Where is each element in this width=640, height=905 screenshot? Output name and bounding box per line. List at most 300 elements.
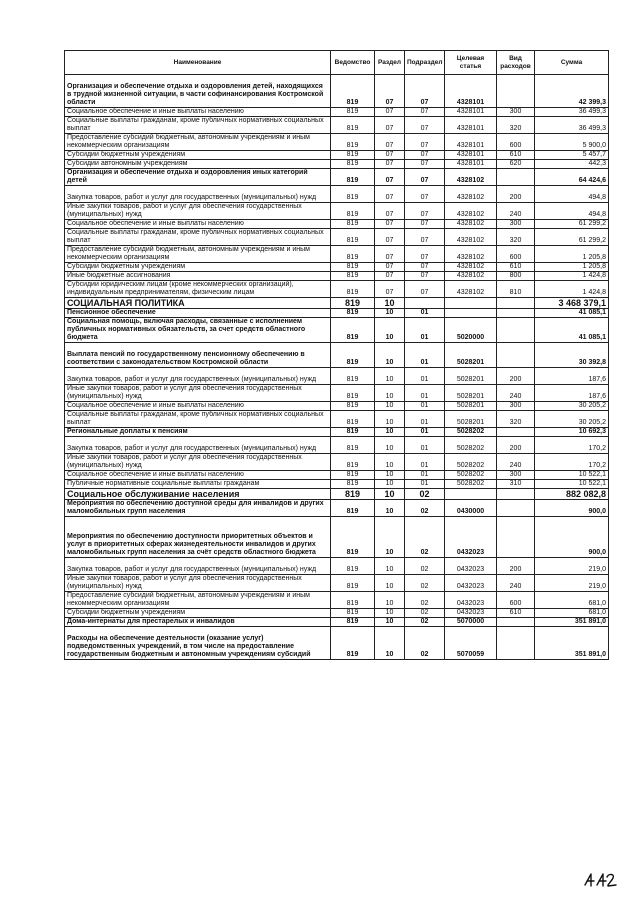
row-expense-type: 200 <box>497 368 535 385</box>
row-section: 10 <box>375 480 405 489</box>
row-expense-type: 600 <box>497 246 535 263</box>
row-amount: 36 499,3 <box>535 117 609 134</box>
row-target-item <box>445 309 497 318</box>
row-expense-type: 240 <box>497 575 535 592</box>
row-section: 07 <box>375 160 405 169</box>
row-target-item: 4328102 <box>445 263 497 272</box>
row-target-item: 5028202 <box>445 437 497 454</box>
row-amount: 187,6 <box>535 385 609 402</box>
row-amount: 10 522,1 <box>535 480 609 489</box>
row-target-item: 4328102 <box>445 229 497 246</box>
table-row <box>65 411 609 428</box>
row-target-item: 5020000 <box>445 318 497 343</box>
row-name: Иные бюджетные ассигнования <box>65 272 331 281</box>
row-section: 10 <box>375 437 405 454</box>
row-expense-type: 320 <box>497 229 535 246</box>
row-name: Публичные нормативные социальные выплаты гражданам <box>65 480 331 489</box>
row-expense-type: 600 <box>497 134 535 151</box>
row-section: 10 <box>375 454 405 471</box>
row-amount: 3 468 379,1 <box>535 298 609 309</box>
row-name: Иные закупки товаров, работ и услуг для обеспечения государственных (муниципальных) нужд <box>65 203 331 220</box>
row-section: 07 <box>375 169 405 186</box>
row-name: Субсидии бюджетным учреждениям <box>65 609 331 618</box>
row-subsection: 02 <box>405 558 445 575</box>
row-name: Организация и обеспечение отдыха и оздоровления иных категорий детей <box>65 169 331 186</box>
row-name: Социальное обеспечение и иные выплаты населению <box>65 220 331 229</box>
row-amount: 42 399,3 <box>535 75 609 108</box>
row-subsection: 01 <box>405 428 445 437</box>
column-header-subsection: Подраздел <box>405 51 445 75</box>
row-target-item: 4328102 <box>445 169 497 186</box>
row-department: 819 <box>331 454 375 471</box>
row-target-item: 4328101 <box>445 151 497 160</box>
row-section: 10 <box>375 368 405 385</box>
table-row <box>65 575 609 592</box>
row-subsection: 01 <box>405 343 445 368</box>
table-row <box>65 169 609 186</box>
row-subsection: 07 <box>405 169 445 186</box>
row-target-item: 4328101 <box>445 160 497 169</box>
row-section: 10 <box>375 627 405 660</box>
table-row <box>65 618 609 627</box>
row-expense-type <box>497 489 535 500</box>
row-target-item: 0432023 <box>445 575 497 592</box>
row-name: Иные закупки товаров, работ и услуг для обеспечения государственных (муниципальных) нужд <box>65 385 331 402</box>
row-expense-type: 320 <box>497 411 535 428</box>
row-name: Субсидии юридическим лицам (кроме некоммерческих организаций), индивидуальным предпринимателям, физическим лицам <box>65 281 331 298</box>
row-target-item: 5070059 <box>445 627 497 660</box>
row-target-item: 0432023 <box>445 517 497 558</box>
row-expense-type: 600 <box>497 592 535 609</box>
row-target-item: 5028201 <box>445 411 497 428</box>
row-target-item: 4328102 <box>445 281 497 298</box>
table-row <box>65 454 609 471</box>
row-section: 10 <box>375 558 405 575</box>
row-department: 819 <box>331 489 375 500</box>
row-name: Иные закупки товаров, работ и услуг для обеспечения государственных (муниципальных) нужд <box>65 454 331 471</box>
row-subsection: 07 <box>405 272 445 281</box>
row-amount: 681,0 <box>535 592 609 609</box>
row-expense-type: 240 <box>497 203 535 220</box>
row-department: 819 <box>331 343 375 368</box>
row-expense-type: 800 <box>497 272 535 281</box>
row-subsection: 07 <box>405 263 445 272</box>
row-name: Дома-интернаты для престарелых и инвалидов <box>65 618 331 627</box>
row-section: 10 <box>375 592 405 609</box>
row-department: 819 <box>331 592 375 609</box>
row-section: 07 <box>375 246 405 263</box>
row-department: 819 <box>331 309 375 318</box>
row-expense-type: 200 <box>497 186 535 203</box>
row-department: 819 <box>331 558 375 575</box>
row-subsection <box>405 298 445 309</box>
table-row <box>65 592 609 609</box>
table-row <box>65 500 609 517</box>
row-department: 819 <box>331 627 375 660</box>
table-row <box>65 517 609 558</box>
row-expense-type: 300 <box>497 108 535 117</box>
row-expense-type: 300 <box>497 402 535 411</box>
row-subsection: 01 <box>405 402 445 411</box>
row-amount: 36 499,3 <box>535 108 609 117</box>
row-amount: 681,0 <box>535 609 609 618</box>
row-amount: 1 205,8 <box>535 246 609 263</box>
row-department: 819 <box>331 618 375 627</box>
budget-table <box>64 50 609 660</box>
row-amount: 41 085,1 <box>535 309 609 318</box>
row-target-item: 5028202 <box>445 480 497 489</box>
row-expense-type: 300 <box>497 471 535 480</box>
table-row <box>65 134 609 151</box>
row-amount: 5 900,0 <box>535 134 609 151</box>
row-amount: 219,0 <box>535 558 609 575</box>
row-amount: 351 891,0 <box>535 627 609 660</box>
row-amount: 30 392,8 <box>535 343 609 368</box>
row-section: 10 <box>375 343 405 368</box>
row-subsection: 07 <box>405 203 445 220</box>
row-target-item: 5028201 <box>445 385 497 402</box>
row-target-item: 4328102 <box>445 220 497 229</box>
row-amount: 64 424,6 <box>535 169 609 186</box>
table-row <box>65 151 609 160</box>
row-expense-type <box>497 75 535 108</box>
row-expense-type: 620 <box>497 160 535 169</box>
row-name: Организация и обеспечение отдыха и оздоровления детей, находящихся в трудной жизненной ситуации, в части софинансирования Костромской области <box>65 75 331 108</box>
row-department: 819 <box>331 263 375 272</box>
row-amount: 10 522,1 <box>535 471 609 480</box>
row-subsection: 07 <box>405 160 445 169</box>
column-header-amount: Сумма <box>535 51 609 75</box>
row-name: Субсидии автономным учреждениям <box>65 160 331 169</box>
table-row <box>65 489 609 500</box>
table-row <box>65 343 609 368</box>
row-expense-type <box>497 627 535 660</box>
row-section: 10 <box>375 471 405 480</box>
row-amount: 10 692,3 <box>535 428 609 437</box>
row-section: 07 <box>375 108 405 117</box>
row-expense-type: 320 <box>497 117 535 134</box>
row-department: 819 <box>331 220 375 229</box>
row-name: СОЦИАЛЬНАЯ ПОЛИТИКА <box>65 298 331 309</box>
row-name: Региональные доплаты к пенсиям <box>65 428 331 437</box>
row-section: 10 <box>375 517 405 558</box>
row-name: Субсидии бюджетным учреждениям <box>65 263 331 272</box>
row-section: 07 <box>375 134 405 151</box>
table-row <box>65 281 609 298</box>
row-department: 819 <box>331 272 375 281</box>
table-row <box>65 272 609 281</box>
row-department: 819 <box>331 246 375 263</box>
row-amount: 1 424,8 <box>535 272 609 281</box>
row-amount: 170,2 <box>535 454 609 471</box>
row-section: 10 <box>375 428 405 437</box>
row-department: 819 <box>331 428 375 437</box>
row-target-item: 4328102 <box>445 186 497 203</box>
row-subsection: 02 <box>405 517 445 558</box>
row-department: 819 <box>331 368 375 385</box>
row-subsection: 01 <box>405 309 445 318</box>
row-name: Предоставление субсидий бюджетным, автономным учреждениям и иным некоммерческим организациям <box>65 592 331 609</box>
row-department: 819 <box>331 203 375 220</box>
row-department: 819 <box>331 517 375 558</box>
column-header-name: Наименование <box>65 51 331 75</box>
row-department: 819 <box>331 117 375 134</box>
row-name: Предоставление субсидий бюджетным, автономным учреждениям и иным некоммерческим организациям <box>65 134 331 151</box>
row-department: 819 <box>331 160 375 169</box>
row-amount: 1 424,8 <box>535 281 609 298</box>
row-amount: 442,3 <box>535 160 609 169</box>
row-target-item: 5028201 <box>445 368 497 385</box>
row-subsection: 01 <box>405 454 445 471</box>
row-department: 819 <box>331 298 375 309</box>
row-department: 819 <box>331 75 375 108</box>
row-amount: 30 205,2 <box>535 411 609 428</box>
row-target-item <box>445 298 497 309</box>
row-subsection: 07 <box>405 229 445 246</box>
row-amount: 219,0 <box>535 575 609 592</box>
table-row <box>65 117 609 134</box>
row-section: 10 <box>375 309 405 318</box>
table-row <box>65 627 609 660</box>
row-subsection: 02 <box>405 609 445 618</box>
row-section: 10 <box>375 411 405 428</box>
row-section: 10 <box>375 618 405 627</box>
row-expense-type <box>497 318 535 343</box>
table-row <box>65 298 609 309</box>
row-expense-type: 310 <box>497 480 535 489</box>
row-target-item: 4328101 <box>445 108 497 117</box>
handwritten-page-number <box>582 869 618 889</box>
row-name: Субсидии бюджетным учреждениям <box>65 151 331 160</box>
row-department: 819 <box>331 134 375 151</box>
row-expense-type <box>497 517 535 558</box>
row-name: Социальные выплаты гражданам, кроме публичных нормативных социальных выплат <box>65 229 331 246</box>
row-amount: 170,2 <box>535 437 609 454</box>
row-department: 819 <box>331 411 375 428</box>
table-row <box>65 385 609 402</box>
table-row <box>65 402 609 411</box>
row-expense-type: 240 <box>497 454 535 471</box>
row-name: Социальная помощь, включая расходы, связанные с исполнением публичных нормативных обязательств, за счет средств областного бюджета <box>65 318 331 343</box>
row-expense-type: 200 <box>497 558 535 575</box>
row-name: Расходы на обеспечение деятельности (оказание услуг) подведомственных учреждений, в том числе на предоставление государственным бюджетным и автономным учреждениям субсидий <box>65 627 331 660</box>
column-header-expense-type: Вид расходов <box>497 51 535 75</box>
row-expense-type <box>497 169 535 186</box>
column-header-target-item: Целевая статья <box>445 51 497 75</box>
row-target-item: 5028201 <box>445 343 497 368</box>
row-amount: 61 299,2 <box>535 220 609 229</box>
row-expense-type <box>497 343 535 368</box>
row-subsection: 07 <box>405 186 445 203</box>
row-section: 10 <box>375 385 405 402</box>
row-target-item: 4328102 <box>445 246 497 263</box>
row-section: 10 <box>375 575 405 592</box>
row-expense-type: 300 <box>497 220 535 229</box>
row-subsection: 07 <box>405 246 445 263</box>
row-section: 10 <box>375 318 405 343</box>
row-section: 07 <box>375 220 405 229</box>
row-subsection: 07 <box>405 151 445 160</box>
row-name: Мероприятия по обеспечению доступности приоритетных объектов и услуг в приоритетных сферах жизнедеятельности инвалидов и других маломобильных групп населения за счёт средств областного бюджета <box>65 517 331 558</box>
row-expense-type <box>497 500 535 517</box>
row-section: 10 <box>375 500 405 517</box>
table-row <box>65 368 609 385</box>
row-name: Закупка товаров, работ и услуг для государственных (муниципальных) нужд <box>65 186 331 203</box>
table-row <box>65 318 609 343</box>
row-subsection: 07 <box>405 134 445 151</box>
row-amount: 351 891,0 <box>535 618 609 627</box>
row-name: Выплата пенсий по государственному пенсионному обеспечению в соответствии с законодательством Костромской области <box>65 343 331 368</box>
row-target-item: 4328101 <box>445 134 497 151</box>
row-subsection: 01 <box>405 471 445 480</box>
table-header <box>65 51 609 75</box>
row-amount: 900,0 <box>535 517 609 558</box>
row-name: Иные закупки товаров, работ и услуг для обеспечения государственных (муниципальных) нужд <box>65 575 331 592</box>
row-amount: 187,6 <box>535 368 609 385</box>
row-section: 07 <box>375 117 405 134</box>
row-amount: 494,8 <box>535 186 609 203</box>
row-target-item: 0430000 <box>445 500 497 517</box>
row-subsection: 07 <box>405 75 445 108</box>
row-amount: 41 085,1 <box>535 318 609 343</box>
row-name: Мероприятия по обеспечению доступной среды для инвалидов и других маломобильных групп населения <box>65 500 331 517</box>
row-department: 819 <box>331 108 375 117</box>
table-row <box>65 203 609 220</box>
row-subsection: 01 <box>405 437 445 454</box>
row-target-item: 5028202 <box>445 454 497 471</box>
row-expense-type: 610 <box>497 263 535 272</box>
row-section: 07 <box>375 186 405 203</box>
row-section: 07 <box>375 281 405 298</box>
row-subsection: 07 <box>405 281 445 298</box>
row-department: 819 <box>331 169 375 186</box>
table-row <box>65 186 609 203</box>
row-name: Социальные выплаты гражданам, кроме публичных нормативных социальных выплат <box>65 411 331 428</box>
row-name: Социальное обеспечение и иные выплаты населению <box>65 402 331 411</box>
row-department: 819 <box>331 480 375 489</box>
row-subsection: 07 <box>405 108 445 117</box>
row-target-item: 0432023 <box>445 592 497 609</box>
row-name: Социальное обеспечение и иные выплаты населению <box>65 108 331 117</box>
row-subsection: 01 <box>405 318 445 343</box>
row-subsection: 01 <box>405 368 445 385</box>
row-amount: 494,8 <box>535 203 609 220</box>
row-subsection: 02 <box>405 592 445 609</box>
row-expense-type: 610 <box>497 151 535 160</box>
row-department: 819 <box>331 186 375 203</box>
table-row <box>65 309 609 318</box>
table-row <box>65 480 609 489</box>
row-target-item: 5028202 <box>445 428 497 437</box>
table-row <box>65 609 609 618</box>
table-row <box>65 75 609 108</box>
table-row <box>65 108 609 117</box>
row-department: 819 <box>331 151 375 160</box>
row-subsection: 07 <box>405 220 445 229</box>
row-section: 10 <box>375 298 405 309</box>
row-subsection: 07 <box>405 117 445 134</box>
row-department: 819 <box>331 402 375 411</box>
row-section: 07 <box>375 203 405 220</box>
row-section: 10 <box>375 402 405 411</box>
row-name: Закупка товаров, работ и услуг для государственных (муниципальных) нужд <box>65 558 331 575</box>
row-section: 07 <box>375 229 405 246</box>
row-name: Закупка товаров, работ и услуг для государственных (муниципальных) нужд <box>65 368 331 385</box>
row-amount: 61 299,2 <box>535 229 609 246</box>
row-target-item: 0432023 <box>445 558 497 575</box>
row-section: 07 <box>375 151 405 160</box>
row-target-item: 5028202 <box>445 471 497 480</box>
row-expense-type: 810 <box>497 281 535 298</box>
row-department: 819 <box>331 471 375 480</box>
row-amount: 5 457,7 <box>535 151 609 160</box>
row-department: 819 <box>331 318 375 343</box>
row-expense-type <box>497 309 535 318</box>
row-target-item: 5028201 <box>445 402 497 411</box>
row-name: Социальное обеспечение и иные выплаты населению <box>65 471 331 480</box>
table-row <box>65 471 609 480</box>
row-department: 819 <box>331 281 375 298</box>
table-row <box>65 220 609 229</box>
row-subsection: 02 <box>405 618 445 627</box>
row-amount: 882 082,8 <box>535 489 609 500</box>
column-header-department: Ведомство <box>331 51 375 75</box>
row-section: 10 <box>375 609 405 618</box>
table-row <box>65 437 609 454</box>
column-header-section: Раздел <box>375 51 405 75</box>
row-department: 819 <box>331 229 375 246</box>
row-section: 07 <box>375 272 405 281</box>
row-target-item <box>445 489 497 500</box>
row-amount: 1 205,8 <box>535 263 609 272</box>
row-department: 819 <box>331 385 375 402</box>
row-subsection: 02 <box>405 575 445 592</box>
row-name: Социальное обслуживание населения <box>65 489 331 500</box>
row-subsection: 01 <box>405 385 445 402</box>
row-name: Пенсионное обеспечение <box>65 309 331 318</box>
row-section: 07 <box>375 75 405 108</box>
row-expense-type <box>497 298 535 309</box>
row-expense-type: 240 <box>497 385 535 402</box>
row-department: 819 <box>331 575 375 592</box>
row-target-item: 5070000 <box>445 618 497 627</box>
table-row <box>65 246 609 263</box>
row-expense-type: 200 <box>497 437 535 454</box>
row-name: Предоставление субсидий бюджетным, автономным учреждениям и иным некоммерческим организациям <box>65 246 331 263</box>
row-target-item: 4328102 <box>445 203 497 220</box>
row-subsection: 02 <box>405 489 445 500</box>
table-row <box>65 263 609 272</box>
table-row <box>65 160 609 169</box>
row-expense-type <box>497 618 535 627</box>
row-department: 819 <box>331 609 375 618</box>
row-target-item: 4328101 <box>445 117 497 134</box>
row-amount: 30 205,2 <box>535 402 609 411</box>
row-name: Социальные выплаты гражданам, кроме публичных нормативных социальных выплат <box>65 117 331 134</box>
row-subsection: 02 <box>405 500 445 517</box>
row-expense-type <box>497 428 535 437</box>
table-row <box>65 428 609 437</box>
row-target-item: 4328101 <box>445 75 497 108</box>
row-name: Закупка товаров, работ и услуг для государственных (муниципальных) нужд <box>65 437 331 454</box>
row-department: 819 <box>331 500 375 517</box>
table-row <box>65 229 609 246</box>
row-target-item: 4328102 <box>445 272 497 281</box>
row-subsection: 01 <box>405 411 445 428</box>
table-row <box>65 558 609 575</box>
row-subsection: 02 <box>405 627 445 660</box>
row-target-item: 0432023 <box>445 609 497 618</box>
